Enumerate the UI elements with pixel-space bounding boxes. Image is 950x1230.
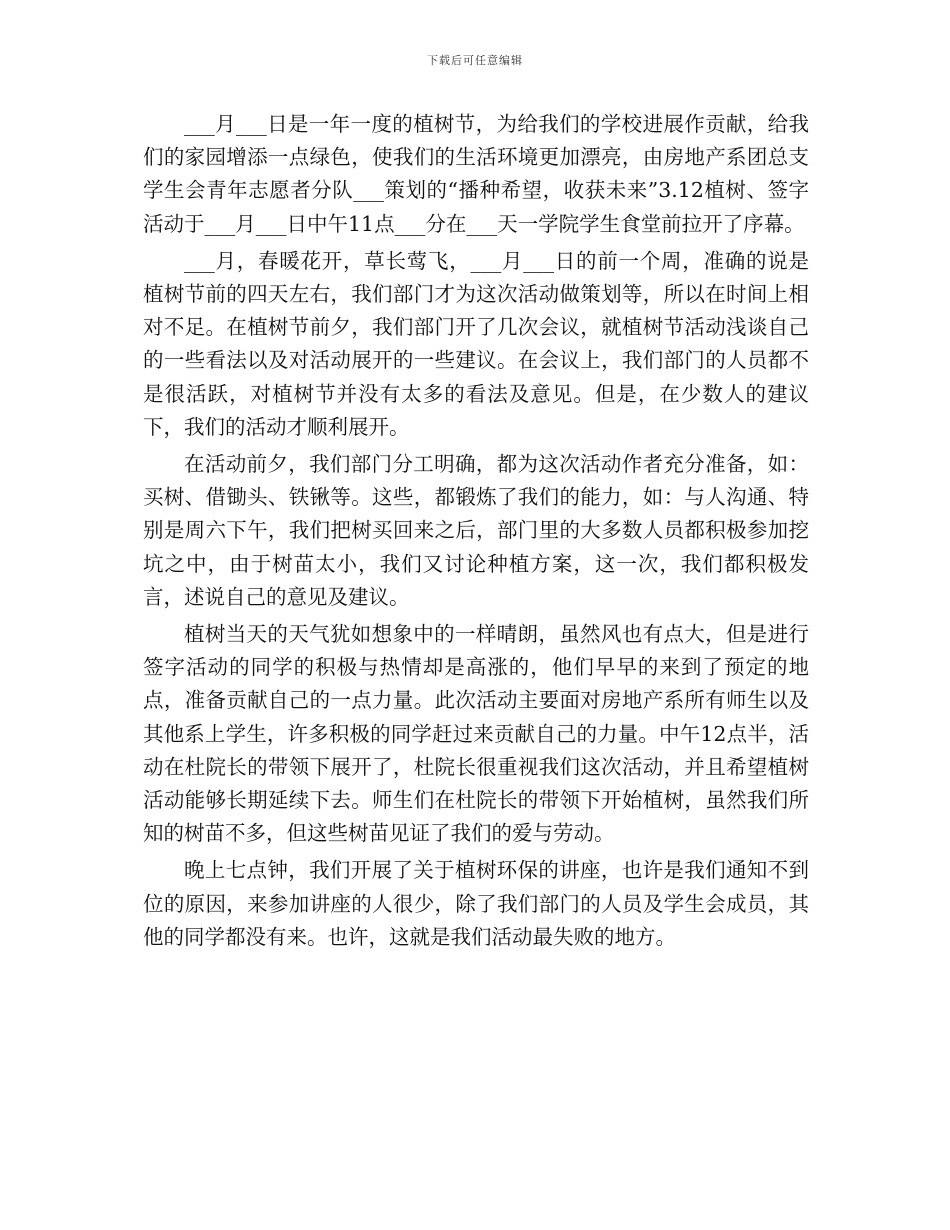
paragraph-2: ___月，春暖花开，草长莺飞，___月___日的前一个周，准确的说是植树节前的四天左右，我们部门才为这次活动做策划等，所以在时间上相对不足。在植树节前夕，我们部门开了几次会议，就植树节活动浅谈自己的一些看法以及对活动展开的一些建议。在会议上，我们部门的人员都不是很活跃，对植树节并没有太多的看法及意见。但是，在少数人的建议下，我们的活动才顺利展开。	[143, 248, 809, 439]
paragraph-5: 晚上七点钟，我们开展了关于植树环保的讲座，也许是我们通知不到位的原因，来参加讲座的人很少，除了我们部门的人员及学生会成员，其他的同学都没有来。也许，这就是我们活动最失败的地方。	[143, 858, 809, 949]
paragraph-3: 在活动前夕，我们部门分工明确，都为这次活动作者充分准备，如：买树、借锄头、铁锹等。这些，都锻炼了我们的能力，如：与人沟通、特别是周六下午，我们把树买回来之后，部门里的大多数人员都积极参加挖坑之中，由于树苗太小，我们又讨论种植方案，这一次，我们都积极发言，述说自己的意见及建议。	[143, 452, 809, 609]
paragraph-1: ___月___日是一年一度的植树节，为给我们的学校进展作贡献，给我们的家园增添一点绿色，使我们的生活环境更加漂亮，由房地产系团总支学生会青年志愿者分队___策划的“播种希望，收获未来”3.12植树、签字活动于___月___日中午11点___分在___天一学院学生食堂前拉开了序幕。	[143, 112, 809, 236]
page-header-note: 下载后可任意编辑	[427, 54, 523, 67]
paragraph-4: 植树当天的天气犹如想象中的一样晴朗，虽然风也有点大，但是进行签字活动的同学的积极与热情却是高涨的，他们早早的来到了预定的地点，准备贡献自己的一点力量。此次活动主要面对房地产系所有师生以及其他系上学生，许多积极的同学赶过来贡献自己的力量。中午12点半，活动在杜院长的带领下展开了，杜院长很重视我们这次活动，并且希望植树活动能够长期延续下去。师生们在杜院长的带领下开始植树，虽然我们所知的树苗不多，但这些树苗见证了我们的爱与劳动。	[143, 622, 809, 846]
document-body	[143, 108, 809, 958]
